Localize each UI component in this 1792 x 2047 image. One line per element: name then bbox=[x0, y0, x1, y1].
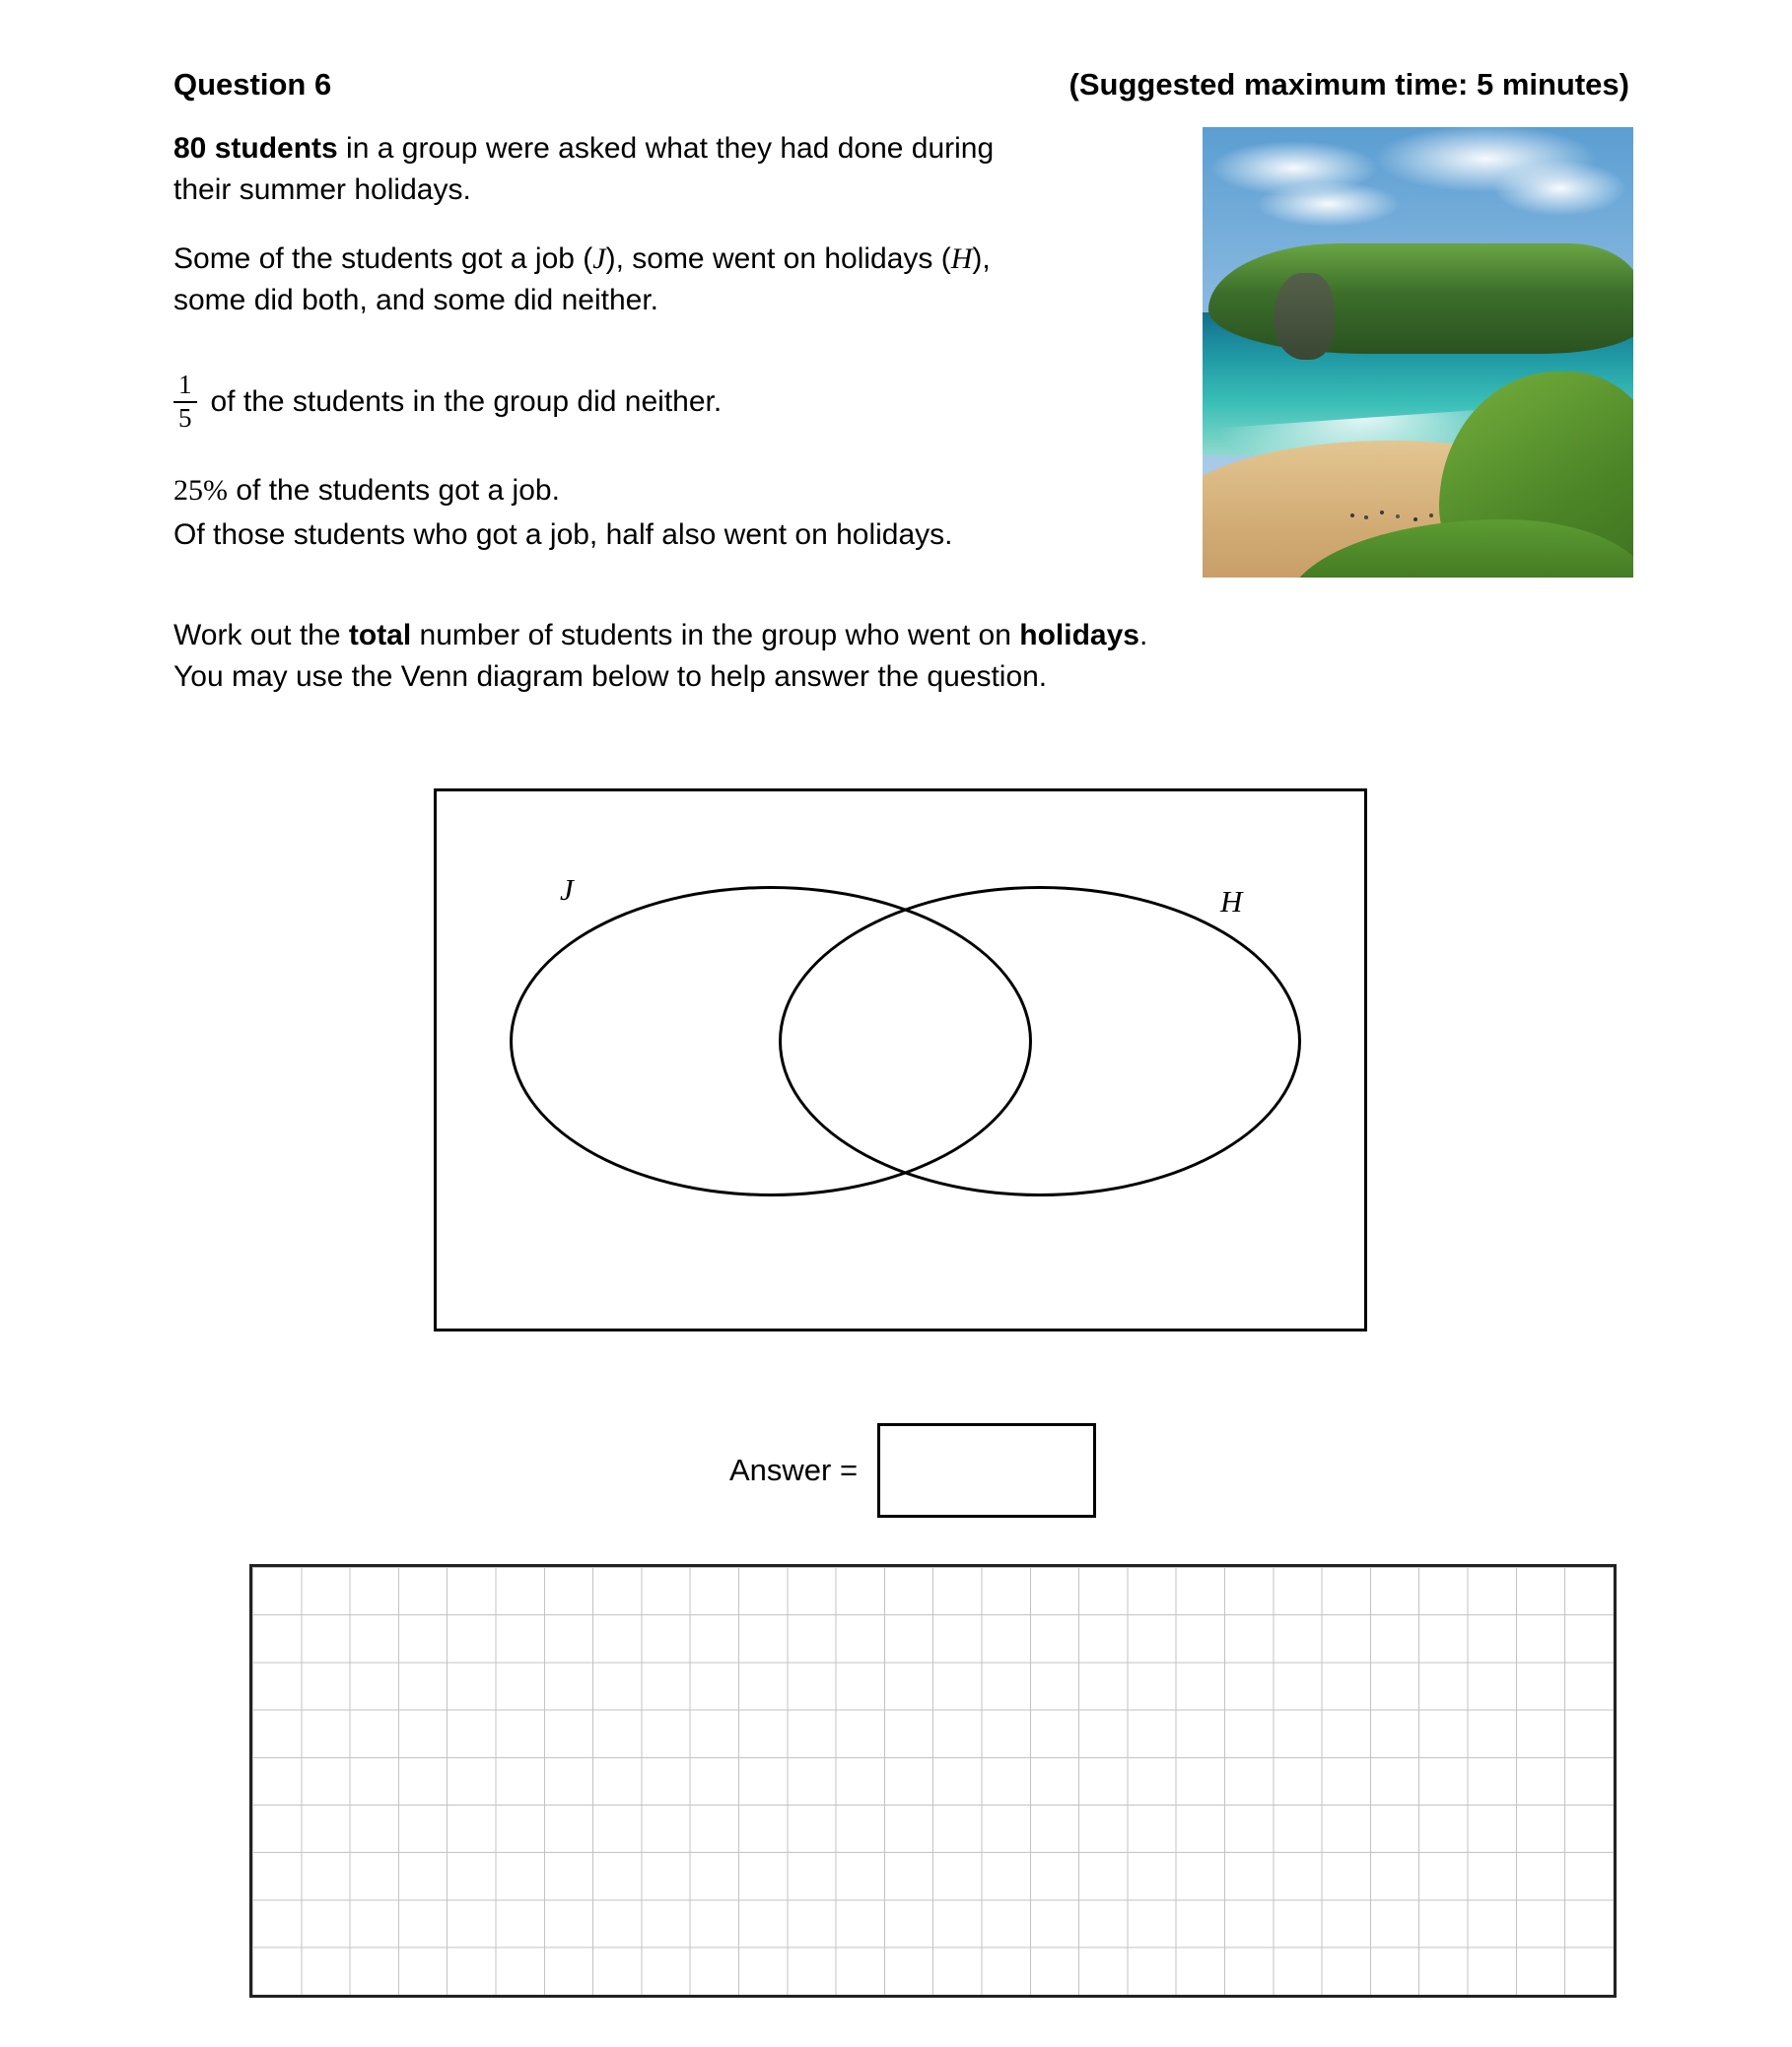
intro-bold-80-students: 80 students bbox=[173, 132, 338, 165]
percent-sentence bbox=[173, 470, 1169, 512]
question-number: Question 6 bbox=[173, 67, 332, 102]
math-var-H: H bbox=[950, 242, 973, 275]
intro-line2: their summer holidays. bbox=[173, 173, 471, 206]
task-bold-total: total bbox=[348, 619, 412, 651]
task-line1 bbox=[173, 615, 1169, 656]
seg-c: ), some went on holidays ( bbox=[605, 242, 951, 275]
percent-rest: of the students got a job. bbox=[228, 474, 560, 507]
task-bold-holidays: holidays bbox=[1019, 619, 1139, 651]
fraction-one-fifth bbox=[173, 371, 197, 433]
intro-line1-rest: in a group were asked what they had done during bbox=[337, 132, 995, 165]
coastal-beach-photo bbox=[1203, 127, 1633, 578]
answer-row bbox=[729, 1423, 1096, 1518]
cloud bbox=[1257, 181, 1400, 227]
task-paragraph bbox=[173, 615, 1169, 698]
time-note: (Suggested maximum time: 5 minutes) bbox=[1068, 67, 1629, 102]
percent-value: 25% bbox=[173, 474, 228, 507]
seg-e: ), bbox=[972, 242, 991, 275]
intro-paragraph bbox=[173, 128, 1169, 211]
headland-cliffs bbox=[1208, 243, 1633, 354]
cloud bbox=[1493, 161, 1626, 216]
task-e: . bbox=[1138, 619, 1148, 651]
working-grid[interactable] bbox=[249, 1564, 1617, 1998]
task-a: Work out the bbox=[173, 619, 349, 651]
job-holiday-line2: some did both, and some did neither. bbox=[173, 284, 658, 316]
header-row bbox=[173, 67, 1629, 102]
task-line2: You may use the Venn diagram below to help answer the question. bbox=[173, 660, 1048, 693]
math-var-J: J bbox=[592, 242, 606, 275]
seg-a: Some of the students got a job ( bbox=[173, 242, 593, 275]
people-on-beach bbox=[1350, 513, 1354, 517]
fraction-denominator: 5 bbox=[178, 403, 192, 433]
fraction-sentence bbox=[173, 361, 722, 444]
job-holiday-paragraph bbox=[173, 239, 1169, 321]
task-c: number of students in the group who went on bbox=[411, 619, 1020, 651]
fraction-sentence-text: of the students in the group did neither. bbox=[210, 385, 723, 418]
job-holiday-line1 bbox=[173, 239, 1169, 280]
venn-label-J: J bbox=[560, 872, 574, 907]
answer-input-box[interactable] bbox=[877, 1423, 1096, 1518]
intro-line1 bbox=[173, 128, 1169, 170]
fraction-numerator: 1 bbox=[173, 371, 197, 403]
half-sentence: Of those students who got a job, half also went on holidays. bbox=[173, 518, 953, 551]
venn-circle-H[interactable] bbox=[779, 886, 1301, 1196]
venn-diagram-area[interactable] bbox=[434, 788, 1367, 1331]
venn-label-H: H bbox=[1220, 884, 1243, 919]
answer-label: Answer = bbox=[729, 1453, 859, 1487]
rocky-point bbox=[1274, 273, 1335, 360]
